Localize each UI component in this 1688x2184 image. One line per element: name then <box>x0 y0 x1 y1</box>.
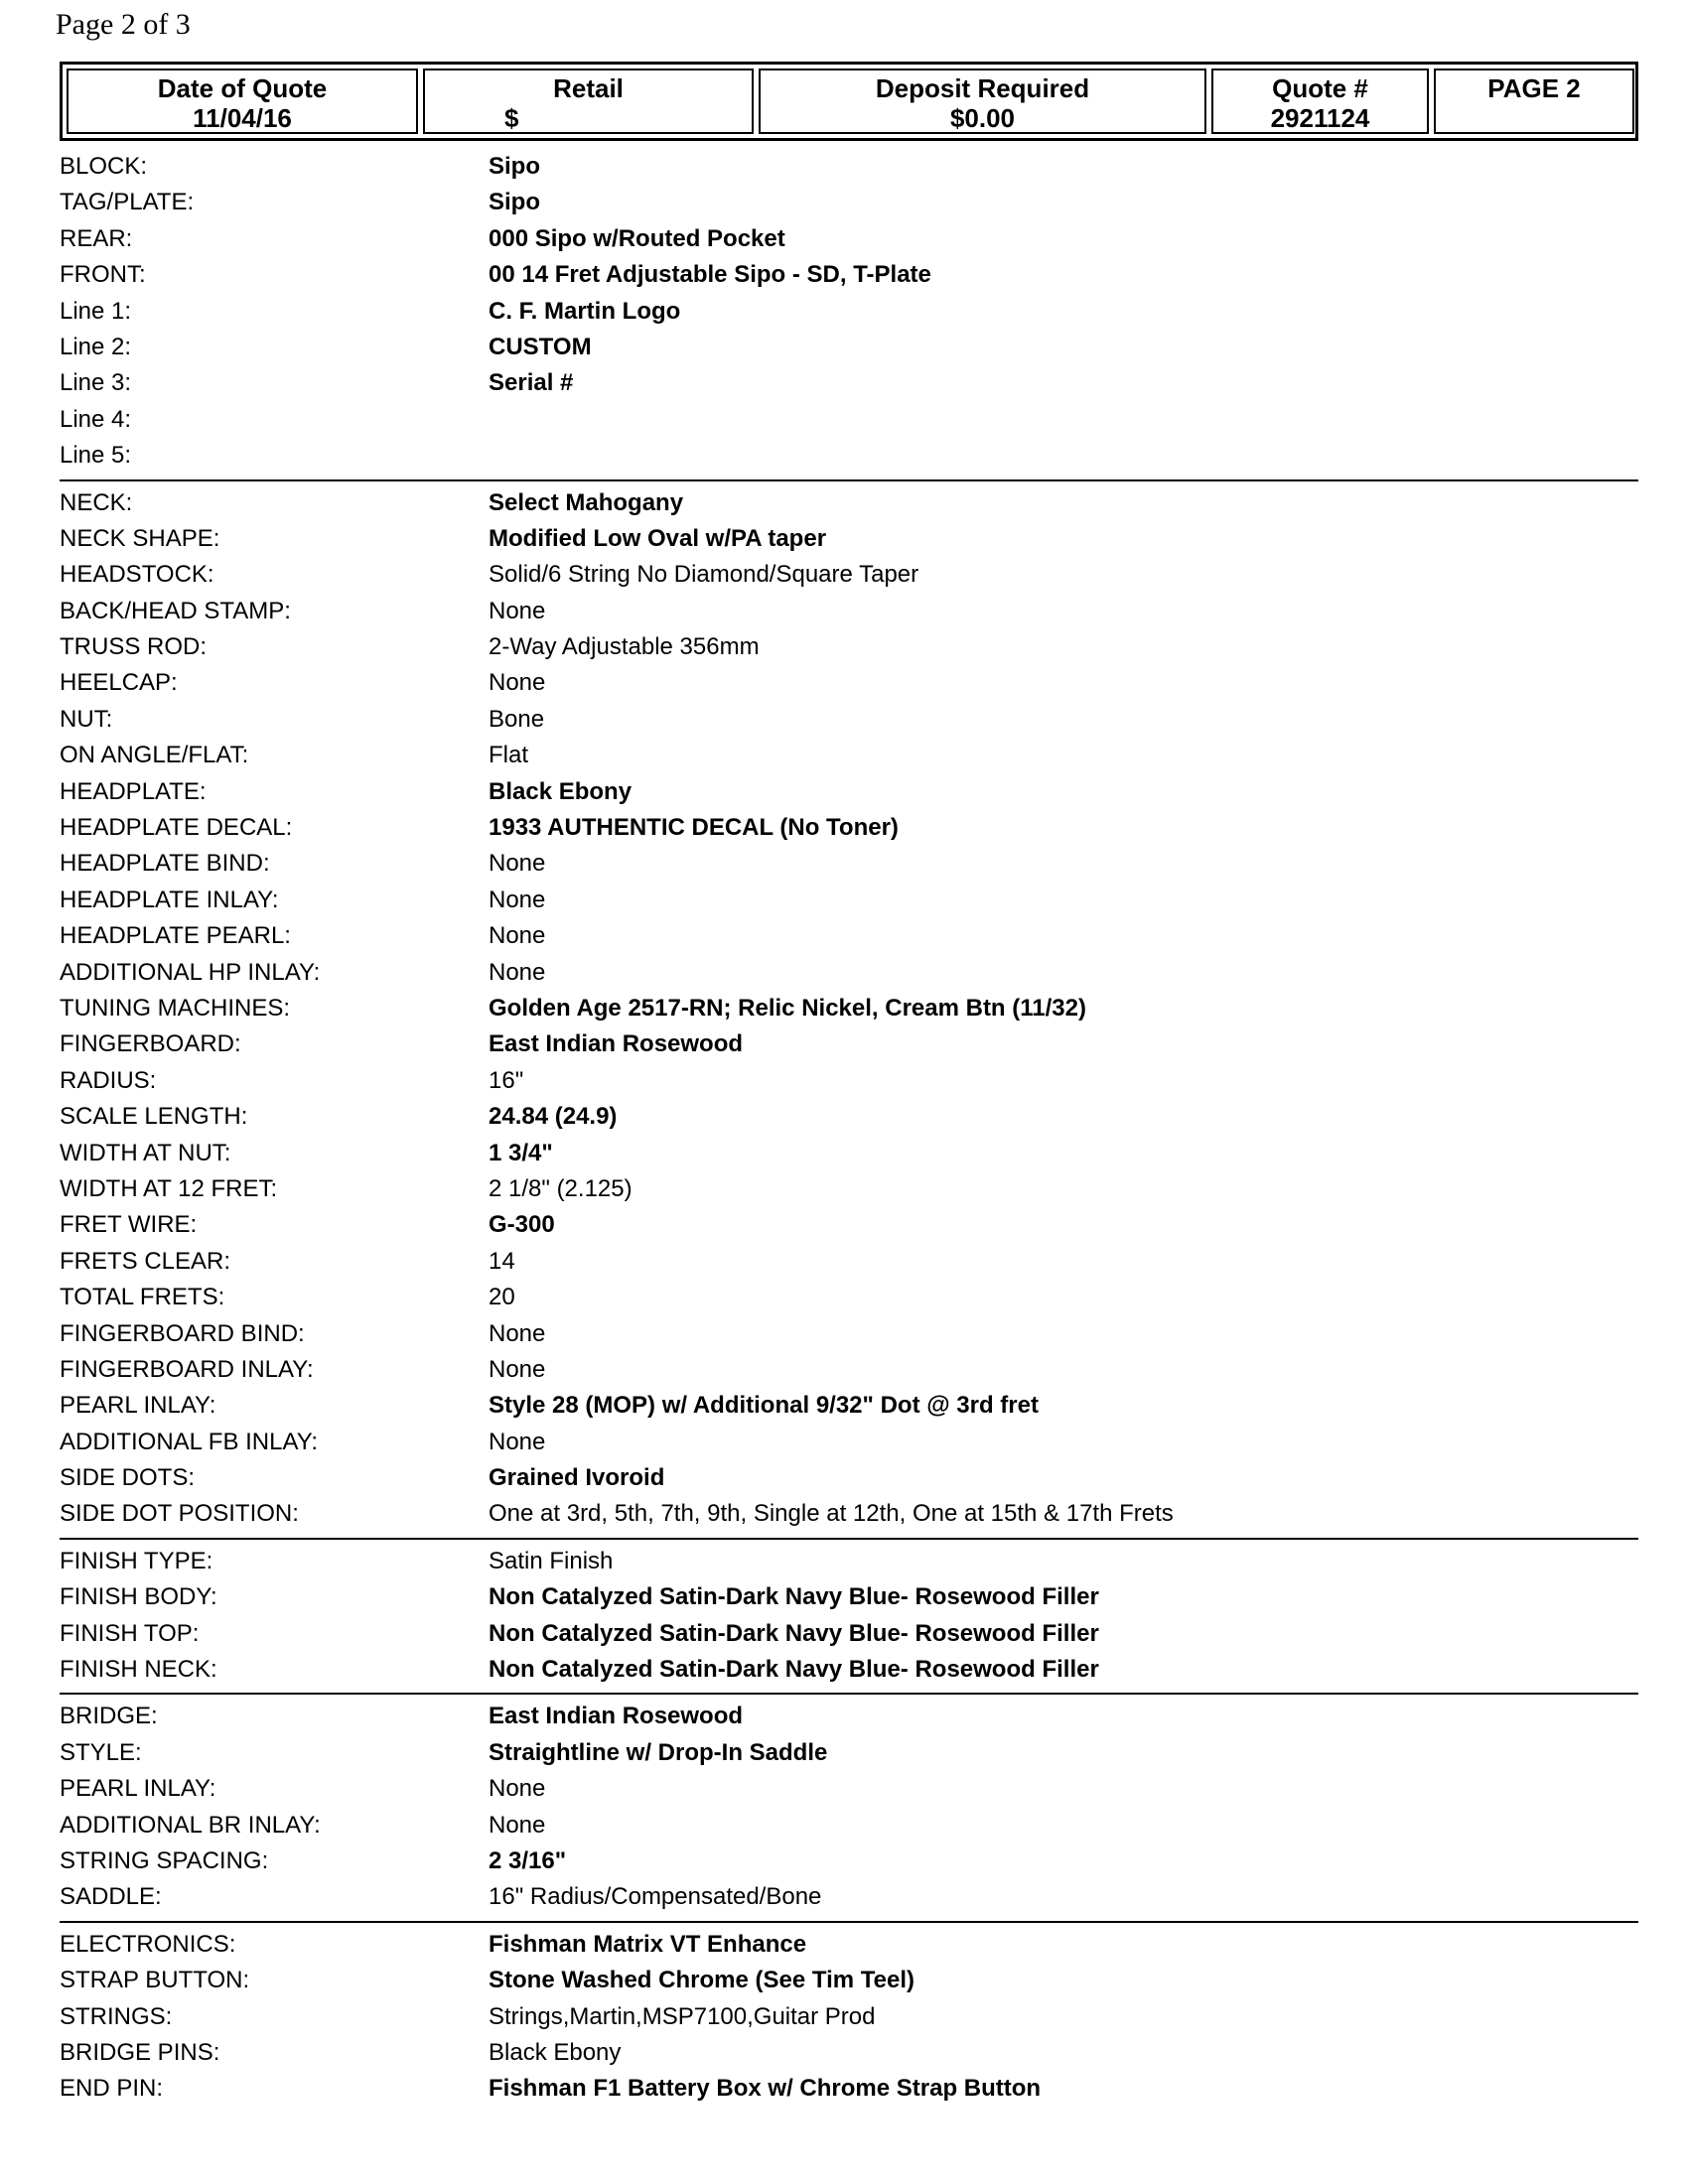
spec-value: None <box>489 597 546 624</box>
spec-value: Bone <box>489 705 545 733</box>
spec-value: Satin Finish <box>489 1547 614 1574</box>
spec-row <box>60 1244 1638 1280</box>
section-divider <box>60 479 1638 481</box>
spec-value: 00 14 Fret Adjustable Sipo - SD, T-Plate <box>489 261 931 289</box>
header-cell-deposit <box>759 68 1206 134</box>
spec-value: Straightline w/ Drop-In Saddle <box>489 1738 828 1766</box>
spec-row <box>60 294 1638 330</box>
page-number-label: Page 2 of 3 <box>56 8 191 41</box>
spec-row <box>60 991 1638 1026</box>
spec-row <box>60 1352 1638 1388</box>
spec-row <box>60 1879 1638 1915</box>
spec-label: Line 5: <box>60 442 132 470</box>
spec-row <box>60 557 1638 593</box>
spec-row <box>60 594 1638 629</box>
spec-row <box>60 485 1638 521</box>
spec-label: RADIUS: <box>60 1066 157 1094</box>
spec-row <box>60 846 1638 882</box>
spec-value: East Indian Rosewood <box>489 1030 744 1058</box>
spec-value: One at 3rd, 5th, 7th, 9th, Single at 12th, One at 15th & 17th Frets <box>489 1500 1174 1528</box>
spec-row <box>60 774 1638 810</box>
spec-row <box>60 629 1638 665</box>
spec-row <box>60 1963 1638 1998</box>
spec-row <box>60 1735 1638 1771</box>
spec-label: REAR: <box>60 224 133 252</box>
spec-row <box>60 402 1638 438</box>
spec-row <box>60 2035 1638 2071</box>
spec-label: STRINGS: <box>60 2002 173 2030</box>
spec-label: FRET WIRE: <box>60 1211 198 1239</box>
spec-value: Black Ebony <box>489 2038 622 2066</box>
spec-value: Flat <box>489 742 529 769</box>
spec-label: ON ANGLE/FLAT: <box>60 742 249 769</box>
spec-value: None <box>489 922 546 950</box>
section-divider <box>60 1538 1638 1540</box>
spec-row <box>60 1207 1638 1243</box>
spec-value: Golden Age 2517-RN; Relic Nickel, Cream Btn (11/32) <box>489 994 1086 1022</box>
date-label: Date of Quote <box>157 73 328 103</box>
spec-label: NECK SHAPE: <box>60 524 220 552</box>
spec-value: Grained Ivoroid <box>489 1464 665 1492</box>
header-cell-retail <box>423 68 754 134</box>
spec-row <box>60 1063 1638 1099</box>
spec-row <box>60 330 1638 365</box>
spec-value: Strings,Martin,MSP7100,Guitar Prod <box>489 2002 876 2030</box>
spec-row <box>60 1026 1638 1062</box>
spec-value: None <box>489 1355 546 1383</box>
spec-label: ADDITIONAL BR INLAY: <box>60 1811 321 1839</box>
spec-value: 24.84 (24.9) <box>489 1103 618 1131</box>
spec-label: STRING SPACING: <box>60 1846 269 1874</box>
spec-value: Serial # <box>489 369 574 397</box>
spec-label: Line 1: <box>60 297 132 325</box>
spec-row <box>60 438 1638 474</box>
section-divider <box>60 1921 1638 1923</box>
spec-label: BRIDGE: <box>60 1703 158 1730</box>
spec-row <box>60 1999 1638 2035</box>
spec-value: East Indian Rosewood <box>489 1703 744 1730</box>
spec-label: SIDE DOT POSITION: <box>60 1500 299 1528</box>
spec-value: Stone Washed Chrome (See Tim Teel) <box>489 1967 914 1994</box>
spec-value: None <box>489 886 546 913</box>
spec-value: Fishman F1 Battery Box w/ Chrome Strap Button <box>489 2075 1042 2103</box>
spec-value: 1933 AUTHENTIC DECAL (No Toner) <box>489 814 899 842</box>
spec-row <box>60 2071 1638 2107</box>
spec-label: TOTAL FRETS: <box>60 1284 225 1311</box>
deposit-label: Deposit Required <box>875 73 1090 103</box>
spec-label: HEADSTOCK: <box>60 561 214 589</box>
spec-value: Non Catalyzed Satin-Dark Navy Blue- Rosewood Filler <box>489 1656 1099 1684</box>
spec-label: FINISH TOP: <box>60 1619 200 1647</box>
spec-row <box>60 1460 1638 1496</box>
spec-row <box>60 665 1638 701</box>
spec-value: None <box>489 1428 546 1455</box>
spec-label: END PIN: <box>60 2075 164 2103</box>
spec-row <box>60 883 1638 918</box>
spec-label: HEADPLATE PEARL: <box>60 922 291 950</box>
quote-header-table <box>60 62 1638 141</box>
header-cell-page <box>1434 68 1634 134</box>
spec-row <box>60 221 1638 257</box>
spec-value: Style 28 (MOP) w/ Additional 9/32" Dot @ 3rd fret <box>489 1392 1039 1420</box>
spec-label: TAG/PLATE: <box>60 189 195 216</box>
spec-value: 14 <box>489 1247 515 1275</box>
spec-label: HEELCAP: <box>60 669 178 697</box>
spec-row <box>60 1616 1638 1652</box>
spec-label: BLOCK: <box>60 153 148 180</box>
spec-value: Black Ebony <box>489 777 633 805</box>
spec-value: Non Catalyzed Satin-Dark Navy Blue- Rosewood Filler <box>489 1583 1099 1611</box>
spec-value: None <box>489 669 546 697</box>
deposit-value: $0.00 <box>949 103 1016 133</box>
spec-value: Modified Low Oval w/PA taper <box>489 524 827 552</box>
spec-label: ELECTRONICS: <box>60 1930 236 1958</box>
spec-row <box>60 1808 1638 1843</box>
spec-value: None <box>489 1811 546 1839</box>
spec-value: Select Mahogany <box>489 488 684 516</box>
spec-label: FRONT: <box>60 261 146 289</box>
spec-row <box>60 1388 1638 1424</box>
spec-label: PEARL INLAY: <box>60 1392 216 1420</box>
spec-value: C. F. Martin Logo <box>489 297 681 325</box>
retail-value: $ <box>504 103 519 133</box>
spec-label: BACK/HEAD STAMP: <box>60 597 291 624</box>
spec-value: Sipo <box>489 153 540 180</box>
spec-value: None <box>489 958 546 986</box>
spec-row <box>60 1171 1638 1207</box>
spec-value: Non Catalyzed Satin-Dark Navy Blue- Rosewood Filler <box>489 1619 1099 1647</box>
spec-label: STYLE: <box>60 1738 142 1766</box>
spec-row <box>60 702 1638 738</box>
spec-row <box>60 1771 1638 1807</box>
spec-value: 000 Sipo w/Routed Pocket <box>489 224 785 252</box>
header-cell-date <box>67 68 418 134</box>
spec-row <box>60 149 1638 185</box>
spec-label: NUT: <box>60 705 113 733</box>
spec-row <box>60 1136 1638 1171</box>
spec-label: Line 4: <box>60 405 132 433</box>
spec-label: TUNING MACHINES: <box>60 994 291 1022</box>
spec-label: HEADPLATE INLAY: <box>60 886 279 913</box>
spec-label: PEARL INLAY: <box>60 1775 216 1803</box>
spec-label: HEADPLATE BIND: <box>60 850 270 878</box>
spec-label: FINGERBOARD INLAY: <box>60 1355 314 1383</box>
spec-row <box>60 1316 1638 1352</box>
spec-label: FINGERBOARD BIND: <box>60 1319 305 1347</box>
spec-row <box>60 1843 1638 1879</box>
spec-row <box>60 257 1638 293</box>
header-cell-quote <box>1211 68 1429 134</box>
quote-value: 2921124 <box>1270 103 1370 133</box>
spec-value: None <box>489 850 546 878</box>
spec-label: FINISH TYPE: <box>60 1547 213 1574</box>
spec-label: ADDITIONAL HP INLAY: <box>60 958 321 986</box>
spec-value: 2 3/16" <box>489 1846 567 1874</box>
spec-label: SIDE DOTS: <box>60 1464 196 1492</box>
spec-value: 20 <box>489 1284 515 1311</box>
spec-value: None <box>489 1775 546 1803</box>
spec-label: NECK: <box>60 488 133 516</box>
quote-label: Quote # <box>1272 73 1368 103</box>
spec-value: CUSTOM <box>489 333 592 360</box>
spec-value: None <box>489 1319 546 1347</box>
spec-list <box>60 149 1638 2108</box>
spec-label: Line 2: <box>60 333 132 360</box>
spec-label: SCALE LENGTH: <box>60 1103 248 1131</box>
spec-label: SADDLE: <box>60 1883 162 1911</box>
spec-row <box>60 185 1638 220</box>
spec-row <box>60 1652 1638 1688</box>
spec-row <box>60 1099 1638 1135</box>
spec-label: FRETS CLEAR: <box>60 1247 231 1275</box>
spec-row <box>60 1544 1638 1579</box>
spec-row <box>60 738 1638 773</box>
spec-value: 1 3/4" <box>489 1139 553 1166</box>
spec-row <box>60 918 1638 954</box>
spec-value: 2 1/8" (2.125) <box>489 1174 633 1202</box>
spec-value: Solid/6 String No Diamond/Square Taper <box>489 561 919 589</box>
section-divider <box>60 1693 1638 1695</box>
spec-label: FINISH NECK: <box>60 1656 217 1684</box>
spec-row <box>60 955 1638 991</box>
spec-label: STRAP BUTTON: <box>60 1967 250 1994</box>
spec-value: G-300 <box>489 1211 555 1239</box>
spec-row <box>60 1699 1638 1734</box>
spec-value: 2-Way Adjustable 356mm <box>489 633 760 661</box>
spec-row <box>60 1280 1638 1315</box>
spec-row <box>60 1496 1638 1532</box>
date-value: 11/04/16 <box>193 103 292 133</box>
spec-row <box>60 365 1638 401</box>
spec-value: Sipo <box>489 189 540 216</box>
spec-label: WIDTH AT 12 FRET: <box>60 1174 278 1202</box>
spec-label: Line 3: <box>60 369 132 397</box>
spec-label: ADDITIONAL FB INLAY: <box>60 1428 319 1455</box>
spec-label: WIDTH AT NUT: <box>60 1139 231 1166</box>
spec-label: BRIDGE PINS: <box>60 2038 220 2066</box>
spec-row <box>60 1927 1638 1963</box>
spec-value: Fishman Matrix VT Enhance <box>489 1930 807 1958</box>
spec-row <box>60 521 1638 557</box>
spec-label: FINISH BODY: <box>60 1583 217 1611</box>
spec-label: HEADPLATE DECAL: <box>60 814 293 842</box>
retail-label: Retail <box>553 73 624 103</box>
spec-row <box>60 1425 1638 1460</box>
spec-label: FINGERBOARD: <box>60 1030 241 1058</box>
spec-value: 16" <box>489 1066 524 1094</box>
page-label: PAGE 2 <box>1487 73 1581 103</box>
spec-label: HEADPLATE: <box>60 777 207 805</box>
spec-row <box>60 1579 1638 1615</box>
spec-value: 16" Radius/Compensated/Bone <box>489 1883 822 1911</box>
spec-row <box>60 810 1638 846</box>
spec-label: TRUSS ROD: <box>60 633 208 661</box>
